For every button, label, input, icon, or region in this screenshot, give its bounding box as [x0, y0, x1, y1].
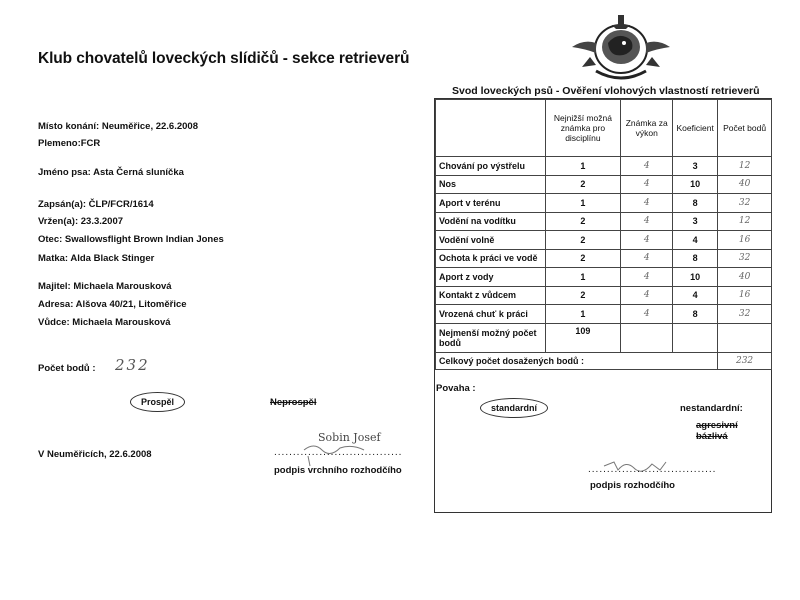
row-coef: 10	[673, 175, 718, 194]
judge-signature-caption: podpis rozhodčího	[590, 480, 675, 491]
table-row	[436, 194, 772, 213]
total-label: Celkový počet dosažených bodů :	[436, 352, 718, 369]
points-label: Počet bodů :	[38, 363, 96, 374]
row-points: 32	[718, 194, 772, 213]
table-row	[436, 157, 772, 176]
row-points: 12	[718, 212, 772, 231]
row-min: 1	[545, 194, 621, 213]
temperament-aggressive: agresivní	[696, 420, 738, 431]
chief-judge-signature-line: ..................................	[274, 447, 403, 458]
table-row	[436, 249, 772, 268]
owner-address: Adresa: Alšova 40/21, Litoměřice	[38, 299, 187, 310]
points-handwritten: 232	[115, 356, 150, 374]
total-value: 232	[718, 352, 772, 369]
header-grade: Známka za výkon	[621, 100, 673, 157]
table-row	[436, 231, 772, 250]
row-label: Ochota k práci ve vodě	[436, 249, 546, 268]
row-score: 4	[621, 231, 673, 250]
row-coef: 10	[673, 268, 718, 287]
signature-place-date: V Neuměřicích, 22.6.2008	[38, 449, 152, 460]
dog-mother: Matka: Alda Black Stinger	[38, 253, 155, 264]
temperament-label: Povaha :	[436, 383, 476, 394]
temperament-nonstandard: nestandardní:	[680, 403, 743, 414]
empty-cell	[621, 323, 673, 352]
document-title: Klub chovatelů loveckých slídičů - sekce retrieverů	[38, 50, 410, 67]
row-min: 2	[545, 249, 621, 268]
row-score: 4	[621, 249, 673, 268]
table-title: Svod loveckých psů - Ověření vlohových vlastností retrieverů	[452, 85, 760, 97]
row-score: 4	[621, 212, 673, 231]
row-min: 2	[545, 212, 621, 231]
table-row	[436, 286, 772, 305]
evaluation-form	[434, 98, 772, 513]
row-label: Aport v terénu	[436, 194, 546, 213]
temperament-timid: bázlivá	[696, 431, 728, 442]
dog-born: Vržen(a): 23.3.2007	[38, 216, 124, 227]
min-possible-value: 109	[545, 323, 621, 352]
dog-name: Jméno psa: Asta Černá sluníčka	[38, 167, 184, 178]
header-discipline	[436, 100, 546, 157]
row-label: Nos	[436, 175, 546, 194]
row-coef: 3	[673, 157, 718, 176]
row-coef: 8	[673, 305, 718, 324]
chief-judge-name-stamp: Sobin Josef	[318, 431, 381, 444]
row-points: 12	[718, 157, 772, 176]
table-row	[436, 212, 772, 231]
row-score: 4	[621, 268, 673, 287]
row-label: Chování po výstřelu	[436, 157, 546, 176]
row-points: 40	[718, 175, 772, 194]
row-points: 16	[718, 231, 772, 250]
empty-cell	[718, 323, 772, 352]
table-header-row	[436, 100, 772, 157]
table-row	[436, 175, 772, 194]
row-min: 2	[545, 231, 621, 250]
row-points: 40	[718, 268, 772, 287]
row-score: 4	[621, 305, 673, 324]
row-label: Aport z vody	[436, 268, 546, 287]
temperament-standard-circled: standardní	[480, 398, 548, 418]
header-points: Počet bodů	[718, 100, 772, 157]
table-row	[436, 268, 772, 287]
dog-father: Otec: Swallowsflight Brown Indian Jones	[38, 234, 224, 245]
dog-registration: Zapsán(a): ČLP/FCR/1614	[38, 199, 154, 210]
row-coef: 3	[673, 212, 718, 231]
chief-judge-signature-caption: podpis vrchního rozhodčího	[274, 465, 402, 476]
row-label: Vodění volně	[436, 231, 546, 250]
table-row	[436, 305, 772, 324]
row-points: 32	[718, 305, 772, 324]
row-min: 1	[545, 268, 621, 287]
min-possible-label: Nejmenší možný počet bodů	[436, 323, 546, 352]
row-label: Kontakt z vůdcem	[436, 286, 546, 305]
row-min: 2	[545, 286, 621, 305]
row-label: Vrozená chuť k práci	[436, 305, 546, 324]
judge-signature-line: ..................................	[588, 464, 717, 475]
row-label: Vodění na vodítku	[436, 212, 546, 231]
row-score: 4	[621, 175, 673, 194]
event-place-date: Místo konání: Neuměřice, 22.6.2008	[38, 121, 198, 132]
row-min: 1	[545, 305, 621, 324]
row-coef: 8	[673, 249, 718, 268]
empty-cell	[673, 323, 718, 352]
row-coef: 4	[673, 231, 718, 250]
row-score: 4	[621, 286, 673, 305]
header-min-grade: Nejnižší možná známka pro disciplínu	[545, 100, 621, 157]
pass-option-circled: Prospěl	[130, 392, 185, 412]
handler-name: Vůdce: Michaela Marousková	[38, 317, 171, 328]
row-min: 2	[545, 175, 621, 194]
min-possible-row	[436, 323, 772, 352]
row-score: 4	[621, 194, 673, 213]
row-min: 1	[545, 157, 621, 176]
row-coef: 8	[673, 194, 718, 213]
club-logo-emblem	[566, 13, 676, 89]
row-score: 4	[621, 157, 673, 176]
owner-name: Majitel: Michaela Marousková	[38, 281, 172, 292]
total-row	[436, 352, 772, 369]
header-coefficient: Koeficient	[673, 100, 718, 157]
row-points: 32	[718, 249, 772, 268]
chief-judge-signature-scribble	[300, 438, 370, 468]
row-coef: 4	[673, 286, 718, 305]
row-points: 16	[718, 286, 772, 305]
fail-option: Neprospěl	[270, 397, 317, 408]
evaluation-table	[435, 99, 772, 370]
breed: Plemeno:FCR	[38, 138, 101, 149]
